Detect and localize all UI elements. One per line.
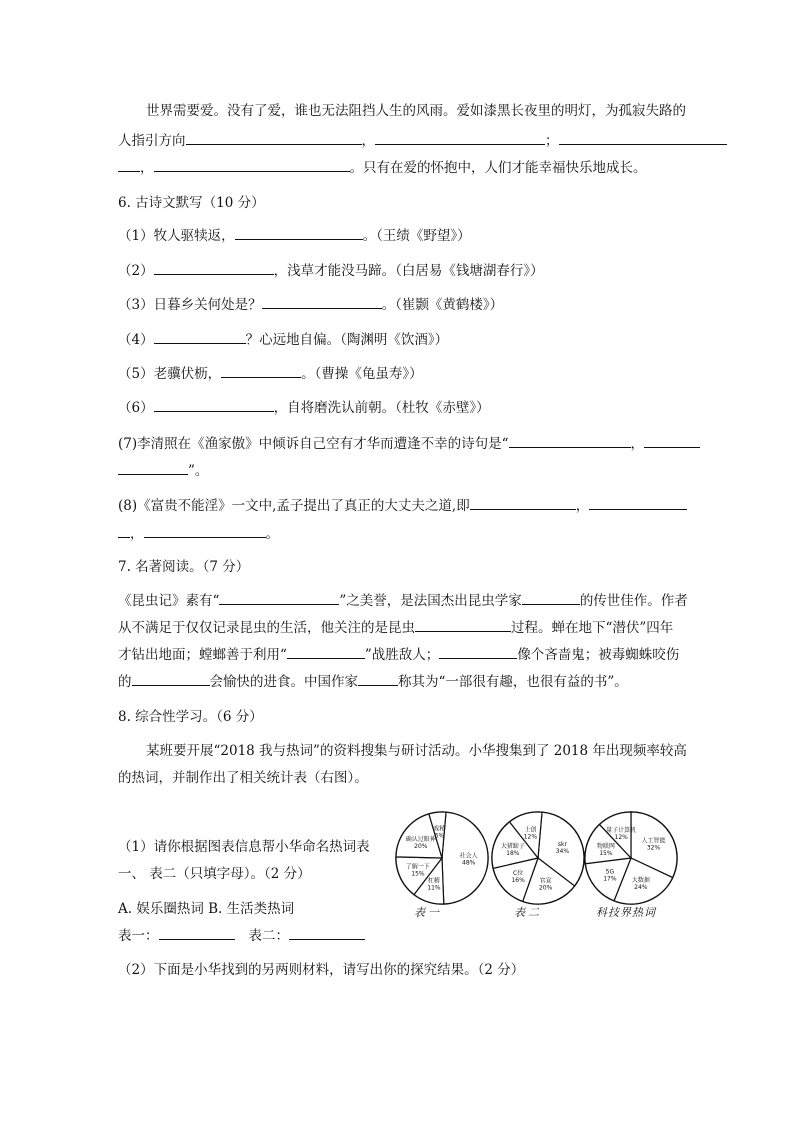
blank[interactable]: [159, 926, 235, 940]
q8-sub2: （2）下面是小华找到的另两则材料，请写出你的探究结果。（2 分）: [118, 962, 525, 978]
blank[interactable]: [154, 330, 246, 344]
q6-heading: 6. 古诗文默写（10 分）: [118, 195, 265, 211]
blank[interactable]: [219, 591, 339, 605]
intro-line-2: [118, 131, 727, 151]
q-text: (8)《富贵不能淫》一文中,孟子提出了真正的大丈夫之道,即: [118, 498, 470, 514]
blank[interactable]: [415, 618, 511, 632]
q-text: 从不满足于仅仅记录昆虫的生活，他关注的是昆虫: [118, 620, 415, 636]
q8-para-2: 的热词，并制作出了相关统计表（右图）。: [118, 770, 368, 786]
q8-para-1: 某班要开展“2018 我与热词”的资料搜集与研讨活动。小华搜集到了 2018 年出现频率较高: [146, 743, 687, 759]
punct: ；: [545, 133, 559, 149]
blank[interactable]: [154, 398, 274, 412]
q-text: 称其为“一部很有趣，也很有益的书”。: [398, 674, 628, 690]
pie-2-label: 大猪蹄子: [500, 843, 525, 851]
q7-line-2: [118, 618, 673, 638]
blank[interactable]: [221, 364, 301, 378]
q6-item-3: [118, 295, 503, 315]
q8-options: A. 娱乐圈热词 B. 生活类热词: [118, 901, 295, 917]
q6-item-7: [118, 434, 700, 454]
blank[interactable]: [375, 131, 545, 145]
pie-2-label: 土创: [524, 826, 537, 834]
q-text: 才钻出地面；螳螂善于利用“: [118, 647, 287, 663]
q6-item-7-cont: [118, 461, 208, 481]
q-text: 会愉快的进食。中国作家: [209, 674, 358, 690]
table2-label: 表二：: [248, 928, 289, 944]
blank[interactable]: [144, 524, 266, 538]
q6-item-1: [118, 226, 471, 246]
q-text: 的传世佳作。作者: [579, 593, 688, 609]
q6-item-2: [118, 261, 544, 281]
q7-line-4: [118, 672, 628, 692]
pie-3-value: 32%: [646, 844, 661, 852]
blank[interactable]: [154, 158, 350, 172]
blank[interactable]: [289, 926, 365, 940]
q-text: 。（曹操《龟虽寿》）: [301, 366, 423, 382]
punct: ，: [361, 133, 375, 149]
pie-1-value: 20%: [414, 842, 428, 850]
blank[interactable]: [358, 672, 398, 686]
q-text: 。（崔颢《黄鹤楼》）: [381, 297, 504, 313]
intro-line-1: 世界需要爱。没有了爱，谁也无法阻挡人生的风雨。爱如漆黑长夜里的明灯，为孤寂失路的: [146, 103, 686, 119]
pie-2-value: 16%: [511, 876, 525, 884]
q-text: 过程。蝉在地下“潜伏”四年: [511, 620, 674, 636]
blank[interactable]: [522, 591, 580, 605]
punct: ，: [630, 436, 645, 452]
punct: ，: [140, 160, 154, 176]
blank[interactable]: [262, 295, 382, 309]
pie-1-value: 11%: [427, 884, 441, 892]
pie-2-value: 18%: [506, 850, 520, 858]
blank[interactable]: [235, 226, 363, 240]
q6-item-6: [118, 398, 490, 418]
pie-2-value: 20%: [538, 884, 553, 892]
blank[interactable]: [186, 131, 362, 145]
pie-3-value: 12%: [614, 834, 628, 842]
pie-caption-3: 科技界热词: [596, 906, 656, 919]
intro-line-3: [118, 158, 647, 178]
q-text: ，自将磨洗认前朝。（杜牧《赤壁》）: [273, 400, 490, 416]
table1-label: 表一：: [118, 928, 159, 944]
q8-table-answers: [118, 926, 365, 946]
blank[interactable]: [644, 434, 700, 448]
q-text: (7)李清照在《渔家傲》中倾诉自己空有才华而遭逢不幸的诗句是“: [118, 436, 509, 452]
q8-sub1-line1: （1）请你根据图表信息帮小华命名热词表: [118, 839, 370, 855]
blank[interactable]: [118, 158, 140, 172]
pie-3-value: 17%: [603, 875, 617, 883]
pie-1-label: 确认过眼神: [405, 835, 436, 843]
q-text: ”之美誉，是法国杰出昆虫学家: [339, 593, 522, 609]
pie-1-value: 15%: [411, 870, 425, 878]
pie-1-label: 了解一下: [405, 863, 430, 871]
blank[interactable]: [287, 645, 365, 659]
pie-1-label: 杠精: [427, 877, 440, 885]
pie-3-label: 人工智能: [641, 837, 666, 845]
blank[interactable]: [470, 496, 576, 510]
pie-3-label: 大数据: [631, 876, 650, 884]
pie-2-value: 12%: [523, 833, 538, 841]
q7-heading: 7. 名著阅读。（7 分）: [118, 559, 250, 575]
pie-caption-1: 表一: [414, 906, 442, 919]
blank[interactable]: [559, 131, 727, 145]
pie-2-label: 官宣: [539, 877, 552, 885]
pie-3-value: 15%: [599, 849, 613, 857]
q6-item-4: [118, 330, 448, 350]
blank[interactable]: [154, 261, 274, 275]
q7-line-3: [118, 645, 679, 665]
q6-item-8-cont: [118, 524, 279, 544]
q-text: （4）: [118, 332, 154, 348]
q8-sub1-line2: 一、 表二（只填字母）。（2 分）: [118, 866, 311, 882]
q-text: （6）: [118, 400, 154, 416]
q-text: （5）老骥伏枥，: [118, 366, 222, 382]
pie-caption-2: 表二: [514, 906, 542, 919]
pie-3-label: 物联网: [596, 842, 615, 850]
blank[interactable]: [509, 434, 631, 448]
q6-item-5: [118, 364, 423, 384]
pie-1-label: 戏精: [433, 825, 446, 833]
punct: ，: [575, 498, 590, 514]
punct: 。: [265, 526, 279, 542]
blank[interactable]: [118, 524, 130, 538]
q-text: （2）: [118, 263, 154, 279]
q8-heading: 8. 综合性学习。（6 分）: [118, 709, 263, 725]
intro-text: 。只有在爱的怀抱中，人们才能幸福快乐地成长。: [349, 160, 647, 176]
pie-1-value: 48%: [462, 859, 476, 867]
punct: ，: [130, 526, 144, 542]
pie-1-value: 6%: [434, 832, 445, 840]
pie-2-label: skr: [557, 841, 567, 849]
pie-3-label: 5G: [605, 868, 615, 876]
q-text: 像个吝啬鬼；被毒蜘蛛咬伤: [517, 647, 680, 663]
q6-item-8: [118, 496, 687, 516]
intro-text: 人指引方向: [118, 133, 186, 149]
blank[interactable]: [589, 496, 687, 510]
pie-3-label: 量子计算机: [606, 827, 637, 835]
pie-2-value: 34%: [555, 848, 570, 856]
q-text: （1）牧人驱犊返，: [118, 228, 235, 244]
punct: ”。: [188, 463, 209, 479]
q-text: ，浅草才能没马蹄。（白居易《钱塘湖春行》）: [273, 263, 544, 279]
q-text: （3）日暮乡关何处是？: [118, 297, 262, 313]
pie-2-label: C位: [513, 869, 524, 877]
q-text: ”战胜敌人；: [364, 647, 440, 663]
blank[interactable]: [118, 461, 188, 475]
blank[interactable]: [132, 672, 210, 686]
q7-line-1: [118, 591, 688, 611]
blank[interactable]: [439, 645, 517, 659]
q-text: 。（王绩《野望》）: [362, 228, 471, 244]
q-text: ？心远地自偏。（陶渊明《饮酒》）: [245, 332, 449, 348]
q-text: 《昆虫记》素有“: [118, 593, 220, 609]
q-text: 的: [118, 674, 132, 690]
pie-3-value: 24%: [634, 883, 648, 891]
pie-1-label: 社会人: [459, 852, 478, 860]
